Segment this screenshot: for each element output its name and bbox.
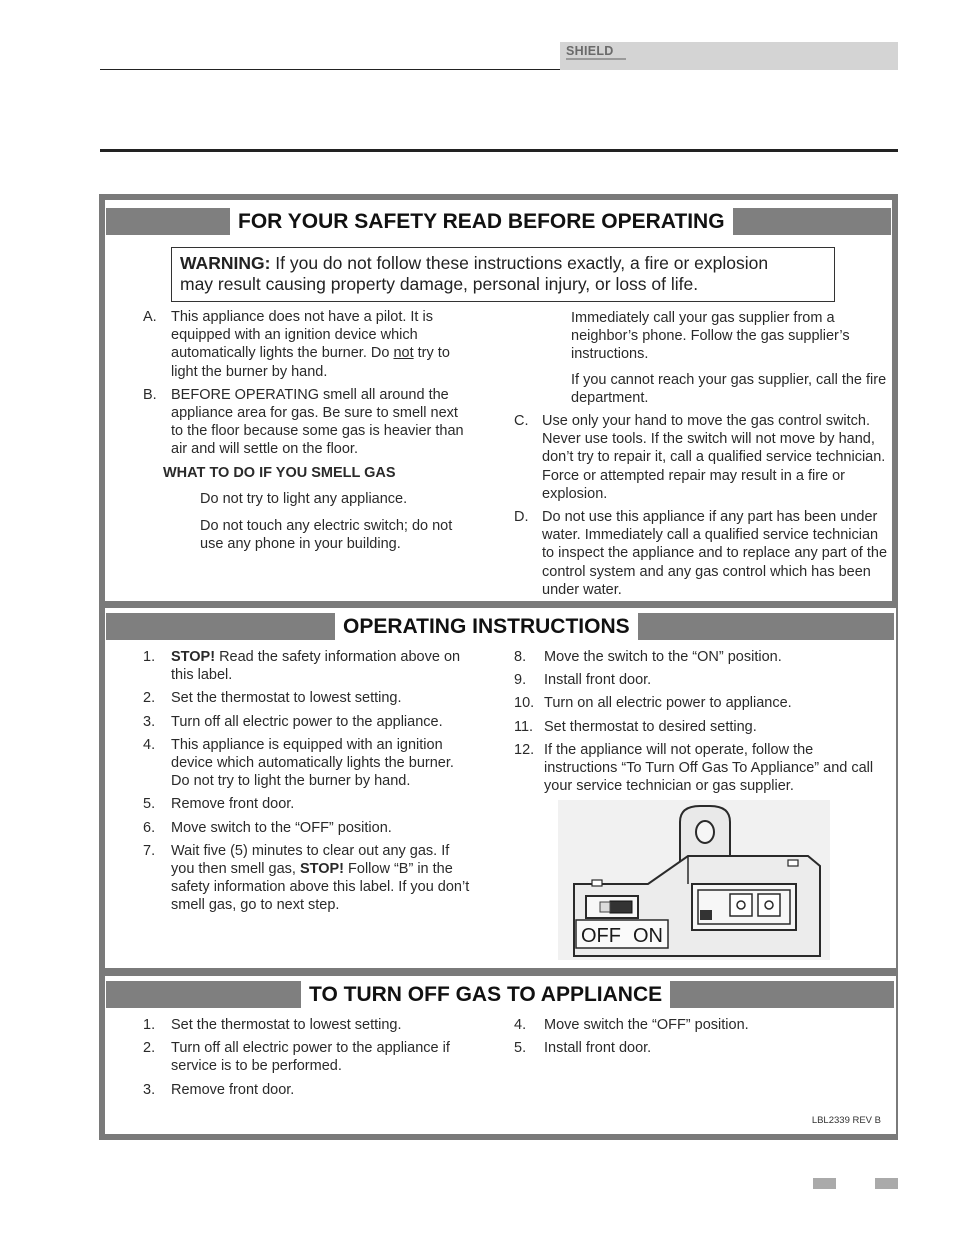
label-code: LBL2339 REV B xyxy=(811,1115,881,1126)
operating-right-column xyxy=(514,648,890,800)
step-number: 3. xyxy=(143,1081,156,1098)
item-emphasis: not xyxy=(393,345,414,362)
safety-item-b xyxy=(143,386,473,459)
warning-line-2: may result causing property damage, personal injury, or loss of life. xyxy=(180,274,699,294)
step-number: 2. xyxy=(143,690,156,707)
item-text: Do not use this appliance if any part has been under water. Immediately call a qualified service technician to inspect the appliance and to replace any part of the control system and any gas control which has been under water. xyxy=(542,509,888,598)
operating-step xyxy=(143,795,473,813)
step-text: Move switch the “OFF” position. xyxy=(544,1017,749,1033)
step-number: 9. xyxy=(514,672,527,689)
step-number: 6. xyxy=(143,819,156,836)
operating-step xyxy=(514,648,890,666)
safety-left-column xyxy=(143,308,473,562)
step-text: Remove front door. xyxy=(171,796,295,813)
operating-step xyxy=(143,842,473,915)
safety-section xyxy=(105,200,892,601)
step-text: Move switch to the “OFF” position. xyxy=(171,819,392,836)
turn-off-header-band xyxy=(106,981,894,1008)
step-number: 1. xyxy=(143,1017,156,1033)
item-marker: C. xyxy=(514,413,529,430)
switch-on-label: ON xyxy=(633,925,663,947)
operating-step xyxy=(514,671,890,689)
turn-off-section xyxy=(105,976,896,1134)
step-emphasis: STOP! xyxy=(299,861,345,878)
step-text: Remove front door. xyxy=(171,1081,295,1098)
step-text: This appliance is equipped with an ignition device which automatically lights the burner. Do not try to light the burner by hand. xyxy=(171,736,454,790)
operating-step xyxy=(143,689,473,707)
step-text: Read the safety information above on this label. xyxy=(171,649,461,684)
item-marker: A. xyxy=(143,309,157,325)
operating-step xyxy=(514,741,890,796)
header-rule xyxy=(100,69,625,70)
turn-off-step xyxy=(514,1016,890,1034)
safety-header-band xyxy=(106,208,891,235)
step-text: Set thermostat to desired setting. xyxy=(544,718,757,735)
turn-off-step xyxy=(143,1081,473,1099)
operating-step xyxy=(143,819,473,837)
brand-logo-tagline-mark xyxy=(566,58,626,60)
step-number: 1. xyxy=(143,649,156,665)
item-marker: B. xyxy=(143,386,157,403)
brand-band xyxy=(560,42,898,70)
smell-gas-step-3: Immediately call your gas supplier from a neighbor’s phone. Follow the gas supplier’s instructions. xyxy=(571,310,850,363)
step-text: Set the thermostat to lowest setting. xyxy=(171,690,402,707)
safety-title: FOR YOUR SAFETY READ BEFORE OPERATING xyxy=(230,208,733,235)
operating-header-band xyxy=(106,613,894,640)
step-text: Turn off all electric power to the appliance. xyxy=(171,713,443,730)
safety-item-a xyxy=(143,308,473,381)
step-number: 4. xyxy=(514,1017,527,1033)
step-emphasis: STOP! xyxy=(171,649,216,665)
step-number: 12. xyxy=(514,741,535,758)
item-text: This appliance does not have a pilot. It is equipped with an ignition device which automatically lights the burner. Do xyxy=(171,309,433,362)
warning-line-1: If you do not follow these instructions exactly, a fire or explosion xyxy=(270,253,769,273)
item-text: BEFORE OPERATING smell all around the appliance area for gas. Be sure to smell next to the floor because some gas is heavier than air and will settle on the floor. xyxy=(171,386,464,458)
step-text: Set the thermostat to lowest setting. xyxy=(171,1017,402,1033)
turn-off-right-column xyxy=(514,1016,890,1062)
operating-step xyxy=(514,718,890,736)
step-number: 7. xyxy=(143,842,156,859)
turn-off-step xyxy=(514,1039,890,1057)
step-text: If the appliance will not operate, follow the instructions “To Turn Off Gas To Appliance” and call your service technician or gas supplier. xyxy=(544,741,874,795)
turn-off-step xyxy=(143,1039,473,1075)
step-text: Turn off all electric power to the appliance if service is to be performed. xyxy=(171,1040,450,1075)
step-text: Install front door. xyxy=(544,672,652,689)
operating-left-column xyxy=(143,648,473,920)
step-number: 10. xyxy=(514,695,535,712)
warning-box xyxy=(171,247,835,302)
operating-step xyxy=(143,713,473,731)
step-number: 11. xyxy=(514,718,534,735)
smell-gas-subheading: WHAT TO DO IF YOU SMELL GAS xyxy=(163,464,396,481)
switch-off-label: OFF xyxy=(581,925,621,947)
smell-gas-step-1: Do not try to light any appliance. xyxy=(200,490,408,507)
step-number: 3. xyxy=(143,713,156,730)
step-text: Follow “B” in the safety information above this label. If you don’t smell gas, go to next step. xyxy=(171,861,470,914)
turn-off-title: TO TURN OFF GAS TO APPLIANCE xyxy=(301,981,670,1008)
step-number: 5. xyxy=(143,796,156,813)
operating-step xyxy=(143,648,473,684)
operating-title: OPERATING INSTRUCTIONS xyxy=(335,613,638,640)
smell-gas-step-2: Do not touch any electric switch; do not use any phone in your building. xyxy=(200,518,453,553)
operating-step xyxy=(143,736,473,791)
step-text: Wait five (5) minutes to clear out any gas. If you then smell gas, xyxy=(171,842,450,878)
safety-right-column xyxy=(514,309,890,604)
step-text: Install front door. xyxy=(544,1040,652,1057)
turn-off-step xyxy=(143,1016,473,1034)
brand-logo: SHIELD xyxy=(566,44,614,58)
footer-block-left xyxy=(813,1178,836,1189)
safety-item-c xyxy=(514,412,890,503)
operating-step xyxy=(514,694,890,712)
step-number: 4. xyxy=(143,736,156,753)
safety-item-d xyxy=(514,508,890,599)
step-number: 8. xyxy=(514,649,527,665)
warning-label: WARNING: xyxy=(180,253,271,273)
step-text: Turn on all electric power to appliance. xyxy=(544,695,792,712)
gas-control-switch-illustration xyxy=(558,800,830,960)
step-number: 2. xyxy=(143,1040,156,1057)
step-number: 5. xyxy=(514,1040,527,1057)
turn-off-left-column xyxy=(143,1016,473,1104)
title-rule xyxy=(100,149,898,152)
step-text: Move the switch to the “ON” position. xyxy=(544,649,782,665)
item-marker: D. xyxy=(514,509,529,526)
switch-diagram xyxy=(558,800,830,960)
safety-label xyxy=(99,194,898,1140)
item-text: try to light the burner by hand. xyxy=(171,345,450,380)
footer-block-right xyxy=(875,1178,898,1189)
item-text: Use only your hand to move the gas control switch. Never use tools. If the switch will not move by hand, don’t try to repair it, call a qualified service technician. Force or attempted repair may result in a fire or explosion. xyxy=(542,413,886,502)
smell-gas-step-4: If you cannot reach your gas supplier, call the fire department. xyxy=(571,371,887,406)
